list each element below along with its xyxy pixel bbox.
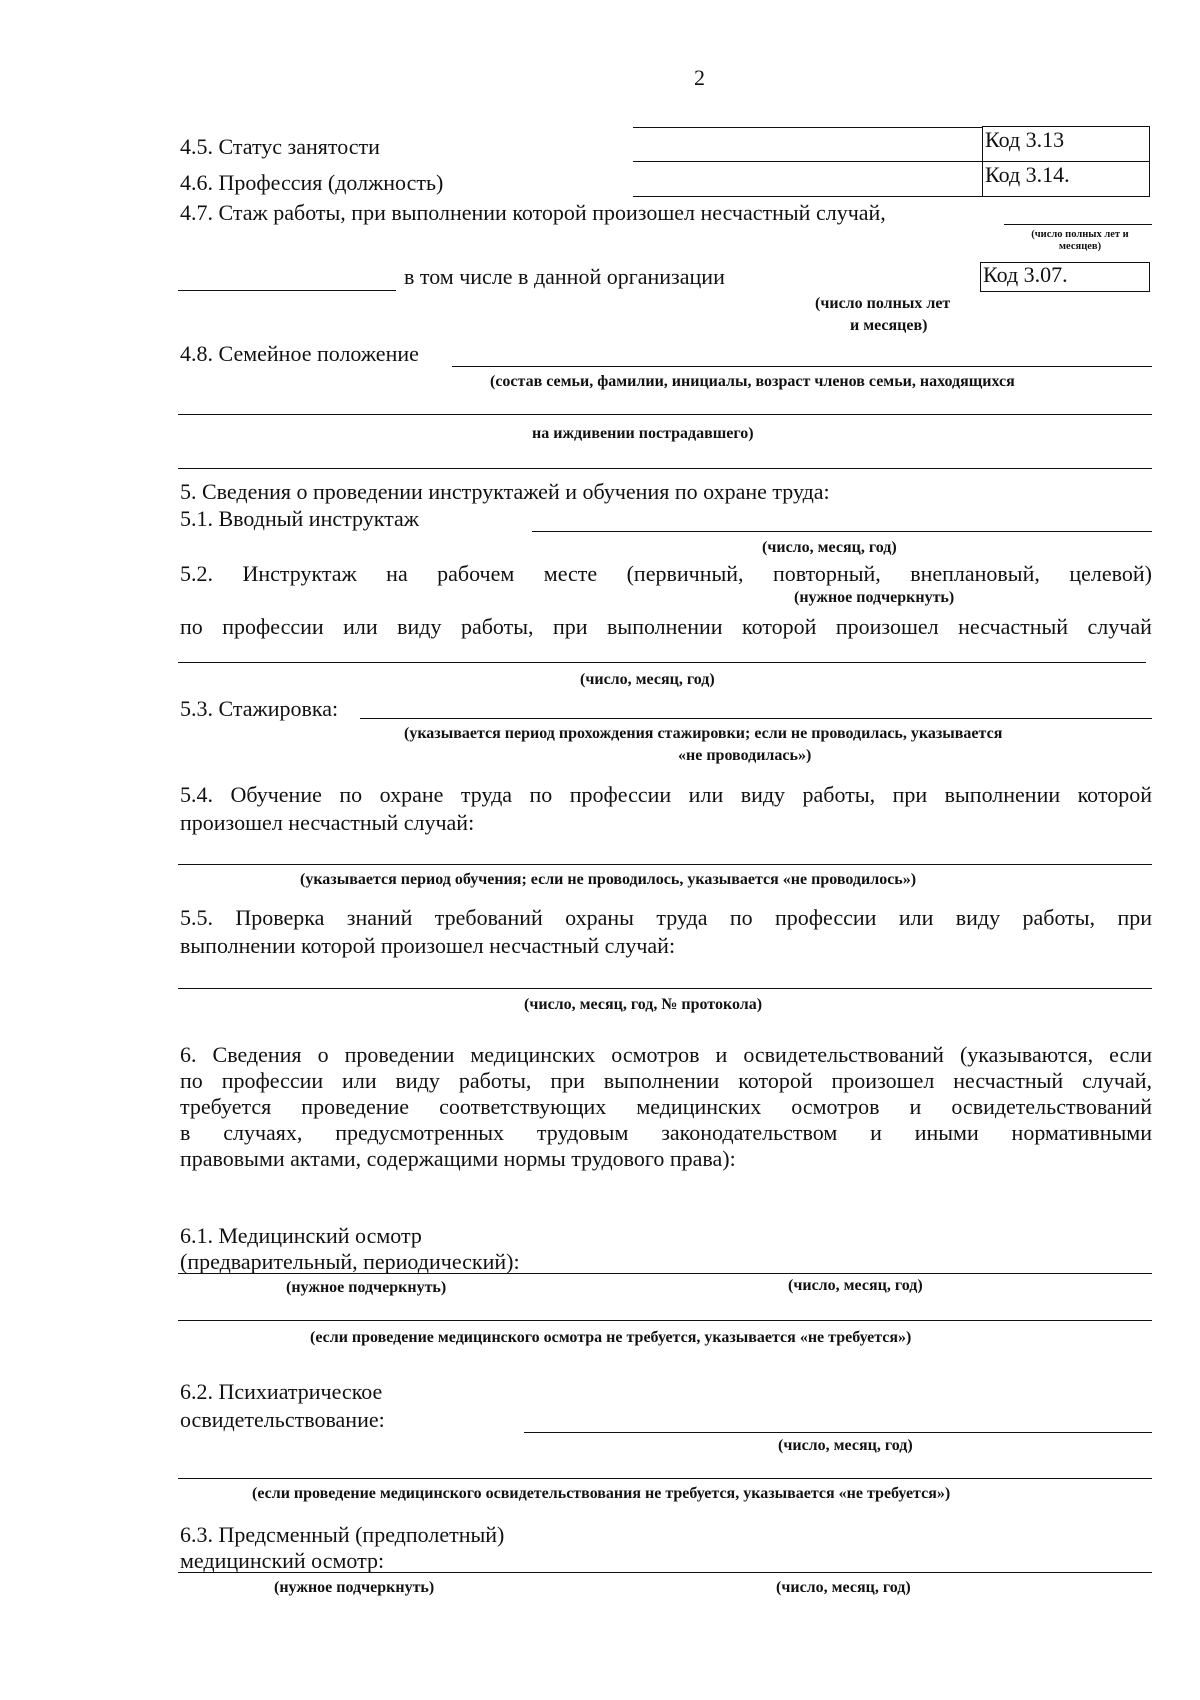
s47-org-field-line[interactable] <box>178 290 396 291</box>
s52-word: при <box>553 614 588 639</box>
s55-paragraph <box>180 905 1152 959</box>
s48-field-line[interactable] <box>452 366 1152 367</box>
s46-code-box <box>982 161 1150 197</box>
s52-word: Инструктаж <box>242 561 357 586</box>
s61-hint-left: (нужное подчеркнуть) <box>286 1279 447 1296</box>
s54-field-line[interactable] <box>178 864 1152 865</box>
s52-word: по <box>180 614 203 639</box>
s48-hint1: (состав семьи, фамилии, инициалы, возраст членов семьи, находящихся <box>490 373 1015 390</box>
s51-label: 5.1. Вводный инструктаж <box>180 506 419 531</box>
s54-line1: 5.4. Обучение по охране труда по профессии или виду работы, при выполнении которой <box>180 782 1152 807</box>
s46-field-line[interactable] <box>633 196 983 197</box>
s53-label: 5.3. Стажировка: <box>180 696 339 721</box>
s52-word: работы, <box>460 614 534 639</box>
s52-word: которой <box>742 614 817 639</box>
s61-field-line[interactable] <box>178 1273 1152 1274</box>
s62-line2: освидетельствование: <box>180 1407 385 1432</box>
s52-word: выполнении <box>607 614 723 639</box>
s51-field-line[interactable] <box>532 531 1152 532</box>
s52-line2 <box>180 614 1152 640</box>
s52-underline-hint: (нужное подчеркнуть) <box>794 589 955 606</box>
s48-field-line-3[interactable] <box>178 468 1152 469</box>
s52-word: несчастный <box>958 614 1069 639</box>
s52-hint: (число, месяц, год) <box>580 671 715 688</box>
s51-hint: (число, месяц, год) <box>762 539 897 556</box>
s48-hint2: на иждивении пострадавшего) <box>532 425 754 442</box>
s45-field-underline <box>633 161 983 162</box>
s6-line: требуется проведение соответствующих медицинских осмотров и освидетельствований <box>180 1094 1152 1119</box>
s62-field-line[interactable] <box>524 1432 1152 1433</box>
s63-line2: медицинский осмотр: <box>180 1548 385 1573</box>
s52-word: виду <box>397 614 442 639</box>
s63-hint-left: (нужное подчеркнуть) <box>274 1579 435 1596</box>
s62-hint: (число, месяц, год) <box>778 1437 913 1454</box>
s61-hint-right: (число, месяц, год) <box>788 1277 923 1294</box>
s52-word: произошел <box>835 614 939 639</box>
s6-line: в случаях, предусмотренных трудовым законодательством и иными нормативными <box>180 1120 1152 1145</box>
s61-line2: (предварительный, периодический): <box>180 1249 520 1274</box>
s48-field-line-2[interactable] <box>178 414 1152 415</box>
s55-line1: 5.5. Проверка знаний требований охраны труда по профессии или виду работы, при <box>180 905 1152 930</box>
s6-line: 6. Сведения о проведении медицинских осмотров и освидетельствований (указываются, если <box>180 1042 1152 1067</box>
s52-word: целевой) <box>1069 561 1152 586</box>
s62-field-line-2[interactable] <box>178 1478 1152 1479</box>
s61-hint2: (если проведение медицинского осмотра не требуется, указывается «не требуется») <box>310 1329 912 1346</box>
s52-word: внеплановый, <box>910 561 1040 586</box>
s53-hint2: «не проводилась») <box>678 747 812 764</box>
s61-field-line-2[interactable] <box>178 1320 1152 1321</box>
s53-field-line[interactable] <box>360 718 1152 719</box>
s52-word: месте <box>543 561 598 586</box>
s6-line: по профессии или виду работы, при выполнении которой произошел несчастный случай, <box>180 1068 1152 1093</box>
s52-word: 5.2. <box>180 561 213 586</box>
s47-label: 4.7. Стаж работы, при выполнении которой произошел несчастный случай, <box>180 200 886 225</box>
s45-label: 4.5. Статус занятости <box>180 134 380 159</box>
s6-line: правовыми актами, содержащими нормы трудового права): <box>180 1146 736 1171</box>
s6-paragraph <box>180 1042 1152 1172</box>
s63-hint-right: (число, месяц, год) <box>776 1579 911 1596</box>
s47-years-line[interactable] <box>1004 224 1152 225</box>
s47-org-label: в том числе в данной организации <box>404 264 725 289</box>
s63-line1: 6.3. Предсменный (предполетный) <box>180 1522 505 1547</box>
s55-hint: (число, месяц, год, № протокола) <box>524 996 763 1013</box>
s52-line1 <box>180 561 1152 587</box>
s52-word: на <box>386 561 408 586</box>
s53-hint1: (указывается период прохождения стажировки; если не проводилась, указывается <box>404 725 1003 742</box>
s46-code: Код 3.14. <box>985 162 1070 187</box>
s54-line2: произошел несчастный случай: <box>180 810 475 835</box>
s61-line1: 6.1. Медицинский осмотр <box>180 1223 422 1248</box>
s52-field-line[interactable] <box>178 662 1146 663</box>
page-number: 2 <box>694 65 705 90</box>
s63-field-line[interactable] <box>178 1572 1152 1573</box>
s54-paragraph <box>180 782 1152 836</box>
s55-line2: выполнении которой произошел несчастный случай: <box>180 933 676 958</box>
s5-title: 5. Сведения о проведении инструктажей и обучения по охране труда: <box>180 479 830 504</box>
s52-word: или <box>343 614 378 639</box>
s52-word: случай <box>1087 614 1152 639</box>
s45-code-box <box>982 126 1150 162</box>
s62-line1: 6.2. Психиатрическое <box>180 1379 383 1404</box>
s54-hint: (указывается период обучения; если не проводилось, указывается «не проводилось») <box>300 871 917 888</box>
s52-word: профессии <box>222 614 324 639</box>
s47-code-box <box>980 262 1150 292</box>
s46-label: 4.6. Профессия (должность) <box>180 170 444 195</box>
s47-hint2-line1: (число полных лет <box>815 295 951 312</box>
s52-word: рабочем <box>437 561 515 586</box>
s47-code: Код 3.07. <box>983 262 1068 287</box>
s45-code: Код 3.13 <box>985 127 1065 152</box>
s48-label: 4.8. Семейное положение <box>180 341 419 366</box>
s52-word: повторный, <box>772 561 881 586</box>
s45-field-line[interactable] <box>633 127 983 128</box>
s62-hint2: (если проведение медицинского освидетельствования не требуется, указывается «не требуется») <box>252 1485 951 1502</box>
s47-hint2-line2: и месяцев) <box>850 317 928 334</box>
s52-word: (первичный, <box>626 561 744 586</box>
s55-field-line[interactable] <box>178 988 1152 989</box>
s47-hint1: (число полных лет и месяцев) <box>1031 229 1129 252</box>
